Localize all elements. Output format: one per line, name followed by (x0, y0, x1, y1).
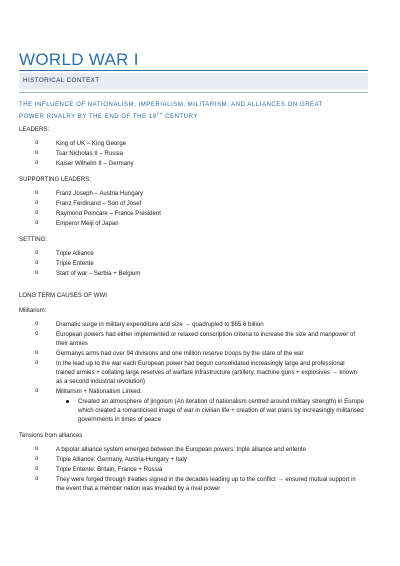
document-body (19, 125, 364, 500)
list-item: o Franz Ferdinand – Son of Josef (19, 199, 364, 208)
list-item: o Triple Entente: Britain, France + Russia (19, 465, 364, 474)
section-heading: HISTORICAL CONTEXT (19, 73, 368, 89)
list-item: o In the lead up to the war each European power had begun consolidated increasingly large and professional trained armies + collating large reserves of warfare infrastructure (artillery, machine guns + explosives → known as a second industrial revolution) (19, 359, 364, 386)
subtitle-heading (19, 100, 344, 121)
subtitle-superscript: TH (156, 111, 163, 116)
supporting-leaders-list (19, 189, 364, 228)
section-divider (19, 92, 368, 93)
list-item: o Kaiser Wilhelm II – Germany (19, 159, 364, 168)
subtitle-main: THE INFLUENCE OF NATIONALISM, IMPERIALISM, MILITARISM, AND ALLIANCES ON GREAT POWER RIVALRY BY THE END OF THE 19 (19, 101, 323, 121)
document-title: WORLD WAR I (19, 50, 139, 69)
leaders-list (19, 139, 364, 168)
list-item: o Tsar Nicholas II – Russia (19, 149, 364, 158)
list-item: o Dramatic surge in military expenditure and size → quadrupled to $65.6 billion (19, 320, 364, 329)
title-divider (19, 70, 368, 71)
alliances-label: Tensions from alliances (19, 432, 83, 439)
list-item: o European powers had either implemented or relaxed conscription criteria to increase the size and manpower of their armies (19, 330, 364, 348)
list-item: o They were forged through treaties signed in the decades leading up to the conflict → ensured mutual support in the event that a member nation was invaded by a rival power (19, 475, 364, 493)
list-item: o Triple Alliance (19, 249, 364, 258)
supporting-leaders-label: SUPPORTING LEADERS: (19, 176, 92, 183)
list-item: o King of UK – King George (19, 139, 364, 148)
list-item-with-sublist (19, 387, 364, 424)
subtitle-end: CENTURY (162, 113, 198, 121)
long-term-causes-heading: LONG TERM CAUSES OF WWI (19, 292, 107, 299)
list-item-text: Militarism + Nationalism Linked: (56, 388, 142, 395)
leaders-label: LEADERS: (19, 126, 50, 133)
setting-list (19, 249, 364, 278)
setting-label: SETTING: (19, 236, 48, 243)
militarism-list (19, 320, 364, 424)
militarism-sub-list (56, 397, 364, 424)
list-item: o Start of war – Serbia + Belgium (19, 269, 364, 278)
sub-list-item: Created an atmosphere of jingoism (An iteration of nationalism centred around military strength) in Europe which created a romanticised image of war in civilian life + creation of war plans by increasingly militarised governments in times of peace (56, 397, 364, 424)
list-item: o Emperor Meiji of Japan (19, 219, 364, 228)
list-item: o Triple Alliance: Germany, Austria-Hungary + Italy (19, 455, 364, 464)
list-item: o Raymond Poincare – France President (19, 209, 364, 218)
militarism-label: Militarism: (19, 307, 47, 314)
list-item: o Triple Entente (19, 259, 364, 268)
alliances-list (19, 445, 364, 493)
list-item: o Germanys arms had over 94 divisions and one million reserve troops by the stare of the war (19, 349, 364, 358)
list-item: o A bipolar alliance system emerged between the European powers: triple alliance and entente (19, 445, 364, 454)
list-item: o Franz Joseph – Austria Hungary (19, 189, 364, 198)
